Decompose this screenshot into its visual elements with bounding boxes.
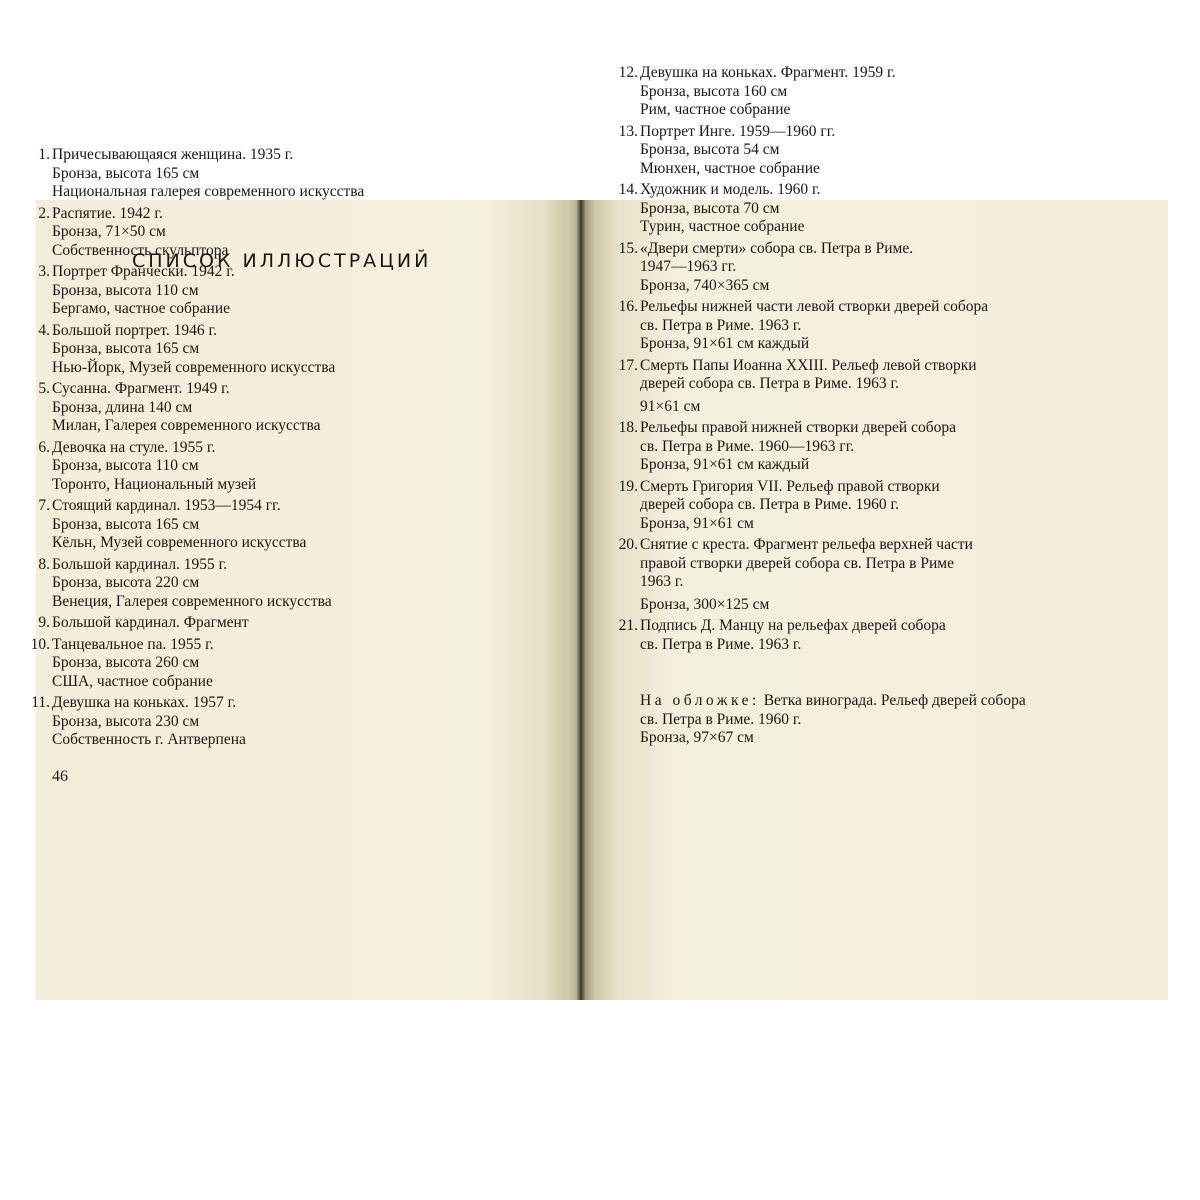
item-detail: 1947—1963 гг. (640, 258, 737, 275)
item-detail: Бронза, 740×365 см (640, 276, 770, 294)
item-title: Большой портрет. 1946 г. (52, 321, 218, 339)
list-item (608, 617, 1128, 654)
item-number: 19. (618, 477, 638, 495)
item-number: 16. (618, 298, 638, 315)
list-item (608, 123, 1128, 179)
item-title: Рельефы нижней части левой створки дверей собора (640, 298, 989, 315)
item-detail: Собственность скульптора (52, 241, 229, 259)
item-number: 6. (38, 438, 50, 456)
list-item (608, 181, 1128, 237)
item-title: Рельефы правой нижней створки дверей собора (640, 419, 956, 436)
item-number: 13. (618, 122, 638, 140)
item-number: 1. (38, 146, 50, 163)
list-item (608, 536, 1128, 614)
list-item (20, 322, 490, 378)
item-title: «Двери смерти» собора св. Петра в Риме. (640, 239, 914, 257)
item-detail: Турин, частное собрание (640, 218, 805, 235)
list-item (608, 478, 1128, 534)
item-title: Подпись Д. Манцу на рельефах дверей собора (640, 617, 946, 634)
illustrations-list-right (608, 64, 1128, 657)
cover-note-line: св. Петра в Риме. 1960 г. (640, 710, 802, 728)
list-item (608, 64, 1128, 120)
book-gutter (566, 200, 596, 1000)
item-detail: Нью-Йорк, Музей современного искусства (52, 358, 336, 376)
list-item (20, 556, 490, 612)
item-title: Девочка на стуле. 1955 г. (52, 438, 216, 456)
item-detail: дверей собора св. Петра в Риме. 1960 г. (640, 496, 899, 513)
item-title: Распятие. 1942 г. (52, 204, 163, 222)
item-title: Смерть Григория VII. Рельеф правой створки (640, 477, 940, 495)
item-detail: Бронза, высота 54 см (640, 141, 780, 158)
list-item (608, 240, 1128, 296)
item-detail: Бронза, 71×50 см (52, 223, 166, 240)
cover-note-line: Бронза, 97×67 см (640, 729, 754, 746)
list-item (20, 263, 490, 319)
list-item (20, 380, 490, 436)
item-title: Стоящий кардинал. 1953—1954 гг. (52, 497, 281, 514)
item-detail: США, частное собрание (52, 672, 213, 690)
item-detail: Бронза, высота 70 см (640, 199, 780, 217)
list-item (20, 497, 490, 553)
list-item (20, 146, 490, 202)
item-detail: Торонто, Национальный музей (52, 475, 257, 493)
item-title: Снятие с креста. Фрагмент рельефа верхней части (640, 536, 973, 553)
item-detail: Бронза, высота 230 см (52, 712, 200, 730)
item-detail: Мюнхен, частное собрание (640, 159, 820, 177)
item-detail: св. Петра в Риме. 1963 г. (640, 316, 802, 334)
cover-note (640, 692, 1130, 748)
item-detail: Бронза, высота 165 см (52, 164, 200, 182)
list-item (608, 357, 1128, 417)
item-number: 11. (31, 694, 50, 711)
cover-note-label: На обложке: (640, 692, 760, 709)
illustrations-list-left (20, 146, 490, 753)
list-item (20, 439, 490, 495)
item-title: Танцевальное па. 1955 г. (52, 635, 214, 653)
list-item (20, 205, 490, 261)
item-number: 3. (38, 263, 50, 280)
item-number: 12. (618, 64, 638, 81)
item-detail: Бронза, 91×61 см (640, 514, 754, 532)
cover-note-text: Ветка винограда. Рельеф дверей собора (763, 692, 1026, 709)
item-detail: Бергамо, частное собрание (52, 300, 231, 317)
item-number: 18. (618, 419, 638, 436)
item-number: 15. (618, 239, 638, 257)
item-title: Причесывающаяся женщина. 1935 г. (52, 146, 294, 163)
item-number: 17. (618, 356, 638, 374)
item-number: 5. (38, 380, 50, 397)
item-detail: Собственность г. Антверпена (52, 731, 246, 748)
item-number: 14. (618, 181, 638, 198)
item-number: 21. (618, 617, 638, 634)
item-detail: св. Петра в Риме. 1963 г. (640, 635, 802, 653)
list-item (608, 298, 1128, 354)
item-number: 9. (38, 614, 50, 631)
item-detail: Бронза, высота 220 см (52, 574, 200, 591)
list-item (608, 419, 1128, 475)
item-detail: Бронза, длина 140 см (52, 398, 193, 416)
item-number: 2. (38, 204, 50, 222)
item-detail: св. Петра в Риме. 1960—1963 гг. (640, 437, 855, 455)
item-detail: Венеция, Галерея современного искусства (52, 592, 332, 610)
item-detail: Милан, Галерея современного искусства (52, 417, 321, 434)
item-detail: Бронза, высота 165 см (52, 340, 200, 357)
item-title: Художник и модель. 1960 г. (640, 181, 821, 198)
item-detail: дверей собора св. Петра в Риме. 1963 г. (640, 375, 899, 392)
item-detail: правой створки дверей собора св. Петра в Риме (640, 554, 954, 572)
item-number: 20. (618, 536, 638, 553)
item-detail: Национальная галерея современного искусства (52, 183, 365, 200)
item-title: Девушка на коньках. Фрагмент. 1959 г. (640, 64, 896, 81)
item-title: Портрет Инге. 1959—1960 гг. (640, 122, 836, 140)
cover-note-first-line (640, 692, 1130, 711)
item-detail: Бронза, высота 165 см (52, 515, 200, 533)
item-detail: Бронза, высота 260 см (52, 654, 200, 671)
page-title: СПИСОК ИЛЛЮСТРАЦИЙ (132, 250, 432, 272)
item-number: 4. (38, 321, 50, 339)
item-detail: Бронза, высота 110 см (52, 281, 199, 299)
list-item (20, 614, 490, 633)
item-detail: Бронза, 91×61 см каждый (640, 456, 810, 473)
item-detail: Рим, частное собрание (640, 101, 791, 118)
list-item (20, 694, 490, 750)
item-title: Портрет Франчески. 1942 г. (52, 263, 235, 280)
item-title: Большой кардинал. 1955 г. (52, 555, 228, 573)
item-detail: 1963 г. (640, 573, 684, 590)
item-number: 7. (38, 497, 50, 514)
list-item (20, 636, 490, 692)
item-detail: Кёльн, Музей современного искусства (52, 534, 307, 551)
item-detail: Бронза, высота 110 см (52, 457, 199, 474)
item-detail: Бронза, 91×61 см каждый (640, 335, 810, 352)
item-title: Сусанна. Фрагмент. 1949 г. (52, 380, 230, 397)
item-number: 8. (38, 555, 50, 573)
item-detail: 91×61 см (640, 397, 701, 415)
item-title: Девушка на коньках. 1957 г. (52, 694, 237, 711)
item-title: Большой кардинал. Фрагмент (52, 614, 249, 631)
item-number: 10. (30, 635, 50, 653)
item-detail: Бронза, 300×125 см (640, 595, 770, 613)
page-number: 46 (52, 768, 68, 785)
item-title: Смерть Папы Иоанна XXIII. Рельеф левой створки (640, 356, 977, 374)
item-detail: Бронза, высота 160 см (640, 82, 788, 100)
